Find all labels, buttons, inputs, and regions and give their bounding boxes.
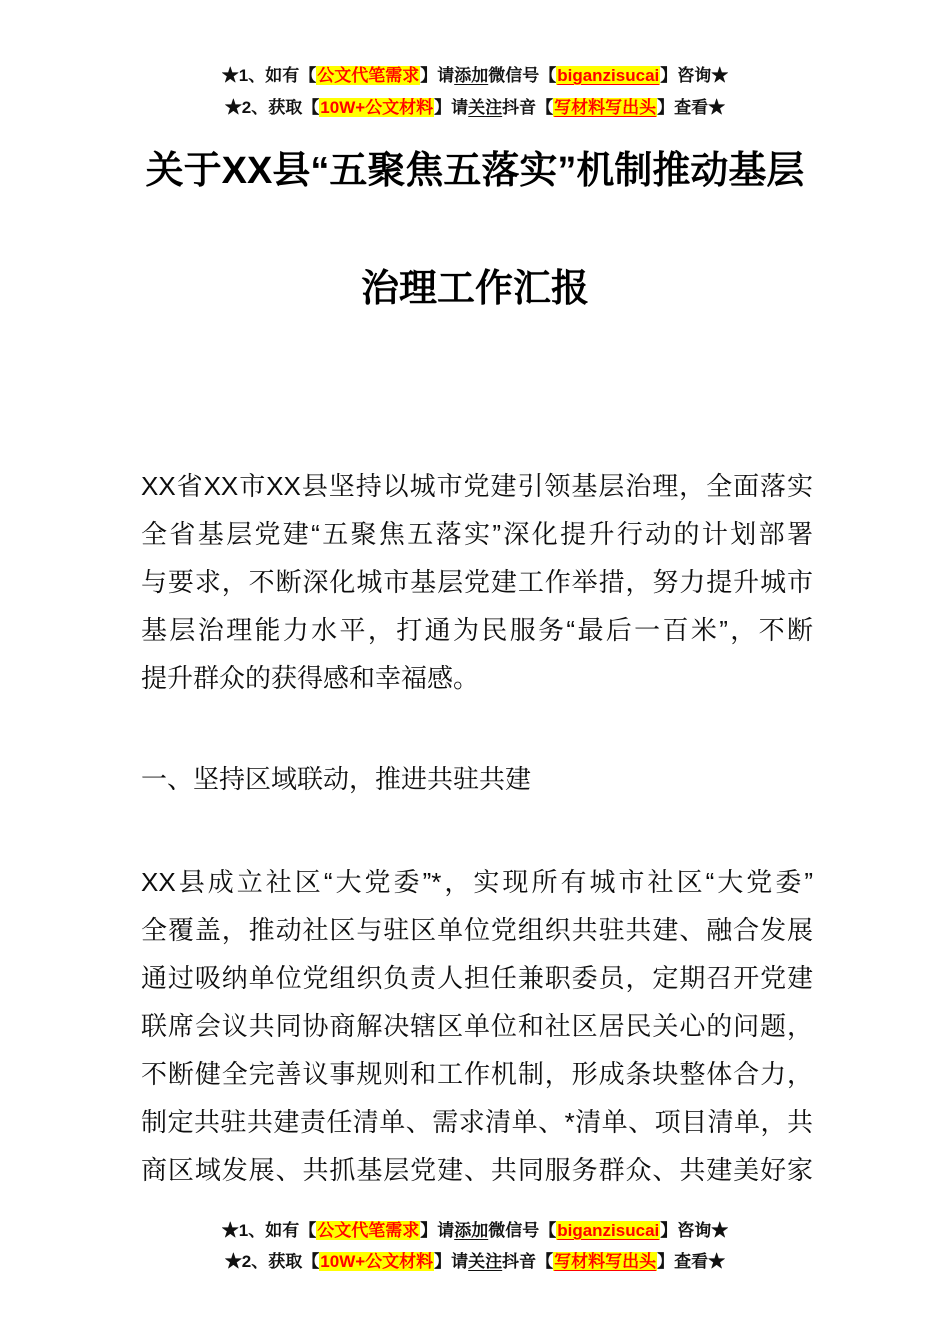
text-line: 提升群众的获得感和幸福感。: [141, 663, 480, 693]
text-line: 全省基层党建“五聚焦五落实”深化提升行动的计划部署: [141, 519, 813, 549]
promo-header-line-1: [0, 60, 950, 92]
promo-wechat-id: biganzisucai: [557, 66, 660, 85]
promo-text: ★2、获取【: [224, 1252, 320, 1271]
text-line: 制定共驻共建责任清单、需求清单、*清单、项目清单，共: [141, 1107, 813, 1137]
promo-underline-add: 添加: [454, 1221, 489, 1240]
document-title-line-2: 治理工作汇报: [360, 268, 589, 310]
text-line: 不断健全完善议事规则和工作机制，形成条块整体合力，: [141, 1059, 813, 1089]
promo-text: ★1、如有【: [221, 1221, 317, 1240]
promo-text: 】请: [434, 98, 469, 117]
promo-underline-follow: 关注: [468, 98, 503, 117]
promo-text: ★1、如有【: [221, 66, 317, 85]
promo-text: 】咨询★: [660, 1221, 729, 1240]
text-line: 与要求，不断深化城市基层党建工作举措，努力提升城市: [141, 567, 813, 597]
text-line: XX县成立社区“大党委”*，实现所有城市社区“大党委”: [141, 867, 813, 897]
promo-douyin-id: 写材料写出头: [554, 1252, 657, 1271]
promo-text: 抖音【: [502, 1252, 554, 1271]
promo-highlight-materials: 10W+公文材料: [320, 98, 434, 117]
paragraph-2: [141, 858, 813, 1194]
promo-douyin-id: 写材料写出头: [554, 98, 657, 117]
document-body: [141, 462, 813, 1194]
promo-footer-line-2: [0, 1246, 950, 1277]
promo-highlight-service: 公文代笔需求: [317, 1221, 420, 1240]
promo-header: [0, 60, 950, 124]
promo-underline-add: 添加: [454, 66, 489, 85]
promo-highlight-materials: 10W+公文材料: [320, 1252, 434, 1271]
promo-text: 】请: [420, 66, 455, 85]
text-line: 基层治理能力水平，打通为民服务“最后一百米”，不断: [141, 615, 813, 645]
promo-text: 】请: [420, 1221, 455, 1240]
promo-text: 微信号【: [488, 1221, 557, 1240]
promo-underline-follow: 关注: [468, 1252, 503, 1271]
promo-wechat-id: biganzisucai: [557, 1221, 660, 1240]
text-line: 联席会议共同协商解决辖区单位和社区居民关心的问题，: [141, 1011, 813, 1041]
promo-text: 】咨询★: [660, 66, 729, 85]
text-line: 全覆盖，推动社区与驻区单位党组织共驻共建、融合发展: [141, 915, 813, 945]
promo-text: 抖音【: [502, 98, 554, 117]
text-line: 通过吸纳单位党组织负责人担任兼职委员，定期召开党建: [141, 963, 813, 993]
promo-text: 】请: [434, 1252, 469, 1271]
promo-text: 】查看★: [657, 98, 726, 117]
section-heading-1: 一、坚持区域联动，推进共驻共建: [141, 764, 532, 794]
promo-highlight-service: 公文代笔需求: [317, 66, 420, 85]
promo-footer: [0, 1215, 950, 1277]
promo-text: ★2、获取【: [224, 98, 320, 117]
document-title-line-1: 关于XX县“五聚焦五落实”机制推动基层: [145, 150, 805, 192]
text-line: 商区域发展、共抓基层党建、共同服务群众、共建美好家: [141, 1155, 813, 1185]
promo-text: 】查看★: [657, 1252, 726, 1271]
paragraph-1: [141, 462, 813, 702]
promo-header-line-2: [0, 92, 950, 124]
promo-text: 微信号【: [488, 66, 557, 85]
text-line: XX省XX市XX县坚持以城市党建引领基层治理，全面落实: [141, 471, 813, 501]
promo-footer-line-1: [0, 1215, 950, 1246]
